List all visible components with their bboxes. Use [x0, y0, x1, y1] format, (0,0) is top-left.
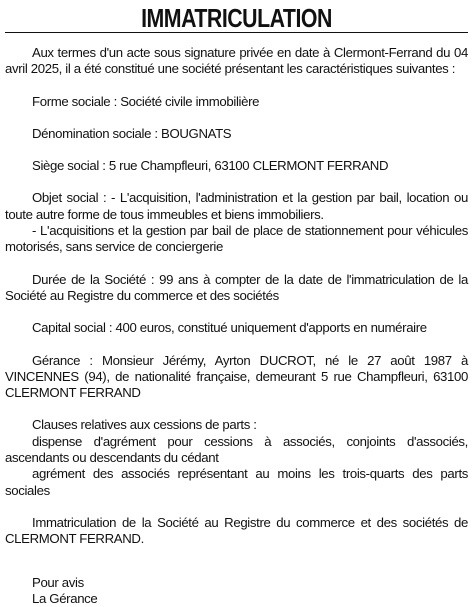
- forme-sociale-line: Forme sociale : Société civile immobilière: [32, 93, 260, 109]
- signature-pour-avis: Pour avis: [32, 574, 84, 590]
- clauses-agrement: agrément des associés représentant au moins les trois-quarts des parts sociales: [5, 466, 468, 498]
- objet-social-continuation: - L'acquisitions et la gestion par bail de place de stationnement pour véhicules motorisés, sans service de conciergerie: [5, 223, 468, 255]
- denomination-line: Dénomination sociale : BOUGNATS: [32, 125, 232, 141]
- legal-notice: [5, 3, 468, 607]
- title-underline: [5, 32, 468, 33]
- notice-title: IMMATRICULATION: [141, 3, 332, 33]
- clauses-dispense: dispense d'agrément pour cessions à associés, conjoints d'associés, ascendants ou descendants du cédant: [5, 433, 468, 466]
- gerance-paragraph: Gérance : Monsieur Jérémy, Ayrton DUCROT, né le 27 août 1987 à VINCENNES (94), de nationalité française, demeurant 5 rue Champfleuri, 63100 CLERMONT FERRAND: [5, 352, 468, 401]
- siege-social-line: Siège social : 5 rue Champfleuri, 63100 CLERMONT FERRAND: [32, 158, 389, 174]
- immatriculation-paragraph: Immatriculation de la Société au Registre du commerce et des sociétés de CLERMONT FERRAND.: [5, 514, 468, 547]
- capital-line: Capital social : 400 euros, constitué uniquement d'apports en numéraire: [32, 320, 427, 336]
- signature-gerance: La Gérance: [32, 590, 98, 606]
- duree-paragraph: Durée de la Société : 99 ans à compter de la date de l'immatriculation de la Société au Registre du commerce et des sociétés: [5, 271, 468, 303]
- clauses-heading: Clauses relatives aux cessions de parts :: [32, 417, 257, 433]
- intro-paragraph: Aux termes d'un acte sous signature privée en date à Clermont-Ferrand du 04 avril 2025, il a été constitué une société présentant les caractéristiques suivantes :: [5, 45, 468, 77]
- objet-social-paragraph: Objet social : - L'acquisition, l'administration et la gestion par bail, location ou toute autre forme de tous immeubles et biens immobiliers.: [5, 190, 468, 222]
